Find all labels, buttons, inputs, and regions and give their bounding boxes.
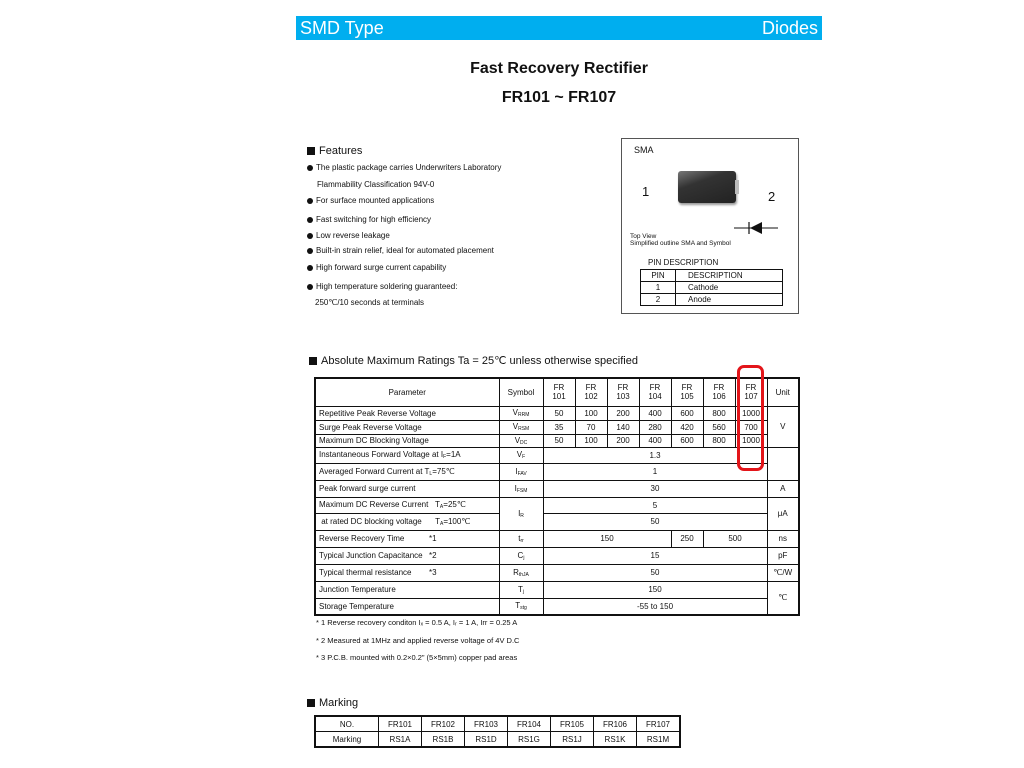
table-row-rth: Typical thermal resistance *3 $R_{thJA}$ 50 ℃/W bbox=[315, 564, 799, 581]
square-bullet-icon bbox=[307, 699, 315, 707]
table-row-ifsm: Peak forward surge current $I_{FSM}$ 30 A bbox=[315, 480, 799, 497]
top-view-caption: Top View bbox=[630, 233, 657, 240]
feature-item: Fast switching for high efficiency bbox=[307, 215, 431, 224]
table-row-tstg: Storage Temperature $T_{stg}$ -55 to 150 bbox=[315, 598, 799, 615]
pin1-label: 1 bbox=[642, 184, 650, 199]
bullet-icon bbox=[307, 233, 313, 239]
feature-item-continued: 250℃/10 seconds at terminals bbox=[315, 298, 425, 307]
table-row-marking: Marking RS1A RS1B RS1D RS1G RS1J RS1K RS1M bbox=[315, 732, 680, 748]
table-header-row: PIN DESCRIPTION bbox=[641, 270, 783, 282]
table-row: 2 Anode bbox=[641, 294, 783, 306]
table-row-cj: Typical Junction Capacitance *2 $C_j$ 15 pF bbox=[315, 547, 799, 564]
table-row-vrsm: Surge Peak Reverse Voltage $V_{RSM}$ 35 70 140 280 420 560 700 bbox=[315, 420, 799, 434]
feature-item: Low reverse leakage bbox=[307, 231, 390, 240]
bullet-icon bbox=[307, 265, 313, 271]
part-range: FR101 ~ FR107 bbox=[501, 89, 617, 106]
feature-item-continued: Flammability Classification 94V-0 bbox=[317, 180, 435, 189]
feature-item: The plastic package carries Underwriters Laboratory bbox=[307, 163, 501, 172]
feature-item: High temperature soldering guaranteed: bbox=[307, 282, 457, 291]
table-row-vrrm: Repetitive Peak Reverse Voltage $V_{RRM}$ 50 100 200 400 600 800 1000 V bbox=[315, 406, 799, 420]
table-row-vdc: Maximum DC Blocking Voltage $V_{DC}$ 50 100 200 400 600 800 1000 bbox=[315, 434, 799, 447]
header-bar bbox=[296, 16, 822, 40]
package-outline-box bbox=[621, 138, 799, 314]
sma-package-image bbox=[678, 171, 736, 203]
feature-item: High forward surge current capability bbox=[307, 263, 446, 272]
bullet-icon bbox=[307, 198, 313, 204]
absolute-maximum-ratings-table bbox=[314, 377, 800, 616]
pin-description-table bbox=[640, 269, 783, 306]
table-row-ir-25c: Maximum DC Reverse Current $T_A=25℃$ $I_R$ 5 μA bbox=[315, 497, 799, 513]
table-row-part-no: NO. FR101 FR102 FR103 FR104 FR105 FR106 FR107 bbox=[315, 716, 680, 732]
diode-symbol-icon bbox=[734, 221, 778, 235]
table-row: 1 Cathode bbox=[641, 282, 783, 294]
marking-heading bbox=[307, 697, 358, 709]
pin-description-title: PIN DESCRIPTION bbox=[648, 258, 719, 267]
table-header-row: Parameter Symbol FR 101 FR 102 FR 103 FR 104 FR 105 FR 106 FR 107 Unit bbox=[315, 378, 799, 406]
document-title: Fast Recovery Rectifier bbox=[470, 60, 648, 77]
bullet-icon bbox=[307, 248, 313, 254]
square-bullet-icon bbox=[309, 357, 317, 365]
package-name: SMA bbox=[634, 145, 654, 155]
marking-heading-label: Marking bbox=[319, 697, 359, 709]
header-type: SMD Type bbox=[300, 18, 384, 38]
marking-table bbox=[314, 715, 681, 748]
footnote-3: * 3 P.C.B. mounted with 0.2×0.2” (5×5mm) copper pad areas bbox=[316, 653, 518, 662]
footnote-2: * 2 Measured at 1MHz and applied reverse voltage of 4V D.C bbox=[316, 636, 520, 645]
table-row-tj: Junction Temperature $T_j$ 150 ℃ bbox=[315, 581, 799, 598]
footnote-1: * 1 Reverse recovery conditon Iₓ = 0.5 A, Iᵣ = 1 A, Irr = 0.25 A bbox=[316, 618, 518, 627]
bullet-icon bbox=[307, 217, 313, 223]
bullet-icon bbox=[307, 284, 313, 290]
square-bullet-icon bbox=[307, 147, 315, 155]
features-heading-label: Features bbox=[319, 145, 363, 157]
ratings-heading-label: Absolute Maximum Ratings Ta = 25℃ unless otherwise specified bbox=[321, 355, 638, 367]
outline-caption: Simplified outline SMA and Symbol bbox=[630, 240, 731, 247]
feature-item: Built-in strain relief, ideal for automated placement bbox=[307, 246, 494, 255]
bullet-icon bbox=[307, 165, 313, 171]
header-category: Diodes bbox=[761, 18, 818, 38]
pin2-label: 2 bbox=[768, 189, 776, 204]
table-row-ir-100c: at rated DC blocking voltage $T_A=100℃$ 50 bbox=[315, 513, 799, 530]
table-row-vf: Instantaneous Forward Voltage at $I_F=1A$ $V_F$ 1.3 bbox=[315, 447, 799, 463]
table-row-ifav: Averaged Forward Current at $T_L=75℃$ $I_{FAV}$ 1 bbox=[315, 463, 799, 480]
feature-item: For surface mounted applications bbox=[307, 196, 434, 205]
fr107-highlight-box bbox=[737, 365, 764, 471]
ratings-heading bbox=[309, 354, 638, 367]
table-row-trr: Reverse Recovery Time *1 $t_{rr}$ 150 250 500 ns bbox=[315, 530, 799, 547]
features-heading bbox=[307, 145, 362, 157]
